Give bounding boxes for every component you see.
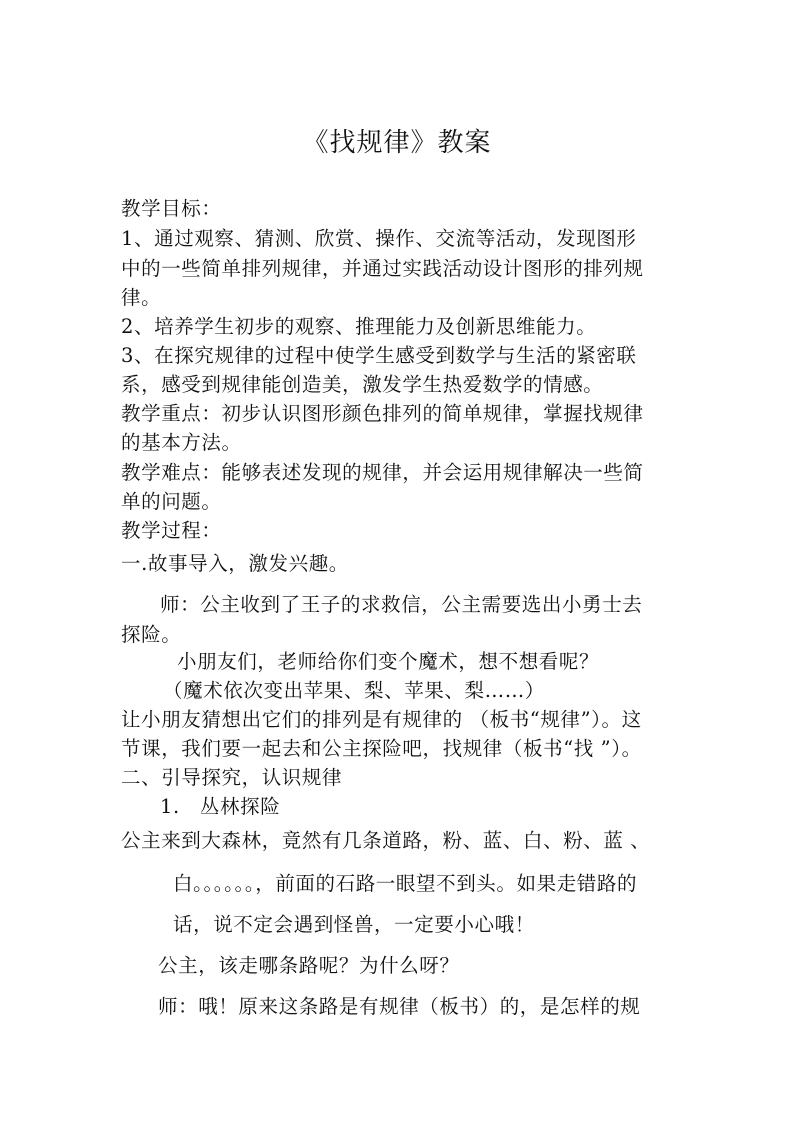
- section-heading-process: 教学过程：: [121, 519, 222, 542]
- paragraph-line: 单的问题。: [121, 490, 222, 513]
- paragraph-line: 话，说不定会遇到怪兽，一定要小心哦！: [173, 913, 535, 936]
- paragraph-line: （魔术依次变出苹果、梨、苹果、梨……）: [163, 679, 545, 702]
- paragraph-line: 节课，我们要一起去和公主探险吧，找规律（板书“找 ”）。: [121, 737, 642, 760]
- paragraph-line: 探险。: [121, 623, 182, 646]
- step-heading-2: 二、引导探究，认识规律: [121, 766, 343, 789]
- paragraph-line: 师：公主收到了王子的求救信，公主需要选出小勇士去: [160, 593, 643, 616]
- paragraph-line: 律。: [121, 286, 162, 309]
- section-heading-objectives: 教学目标：: [121, 197, 222, 220]
- document-title: 《找规律》教案: [302, 128, 492, 158]
- paragraph-line: 中的一些简单排列规律，并通过实践活动设计图形的排列规: [121, 257, 644, 280]
- paragraph-line: 3、在探究规律的过程中使学生感受到数学与生活的紧密联: [121, 344, 637, 367]
- paragraph-line: 系，感受到规律能创造美，激发学生热爱数学的情感。: [121, 373, 604, 396]
- step-heading-1: 一.故事导入，激发兴趣。: [121, 552, 349, 575]
- paragraph-line: 公主，该走哪条路呢？为什么呀？: [158, 954, 460, 977]
- difficulties-line: 教学难点：能够表述发现的规律，并会运用规律解决一些简: [121, 461, 644, 484]
- paragraph-line: 的基本方法。: [121, 431, 242, 454]
- paragraph-line: 白。。。。。。，前面的石路一眼望不到头。如果走错路的: [173, 872, 638, 895]
- paragraph-line: 2、培养学生初步的观察、推理能力及创新思维能力。: [121, 315, 597, 338]
- paragraph-line: 师：哦！原来这条路是有规律（板书）的，是怎样的规: [158, 995, 641, 1018]
- key-points-line: 教学重点：初步认识图形颜色排列的简单规律，掌握找规律: [121, 402, 644, 425]
- paragraph-line: 让小朋友猜想出它们的排列是有规律的 （板书“规律”）。这: [121, 708, 642, 731]
- paragraph-line: 1、通过观察、猜测、欣赏、操作、交流等活动，发现图形: [121, 227, 637, 250]
- subheading-jungle: 1. 丛林探险: [160, 795, 281, 818]
- paragraph-line: 小朋友们，老师给你们变个魔术，想不想看呢？: [177, 650, 600, 673]
- paragraph-line: 公主来到大森林，竟然有几条道路，粉、蓝、白、粉、蓝 、: [121, 829, 651, 852]
